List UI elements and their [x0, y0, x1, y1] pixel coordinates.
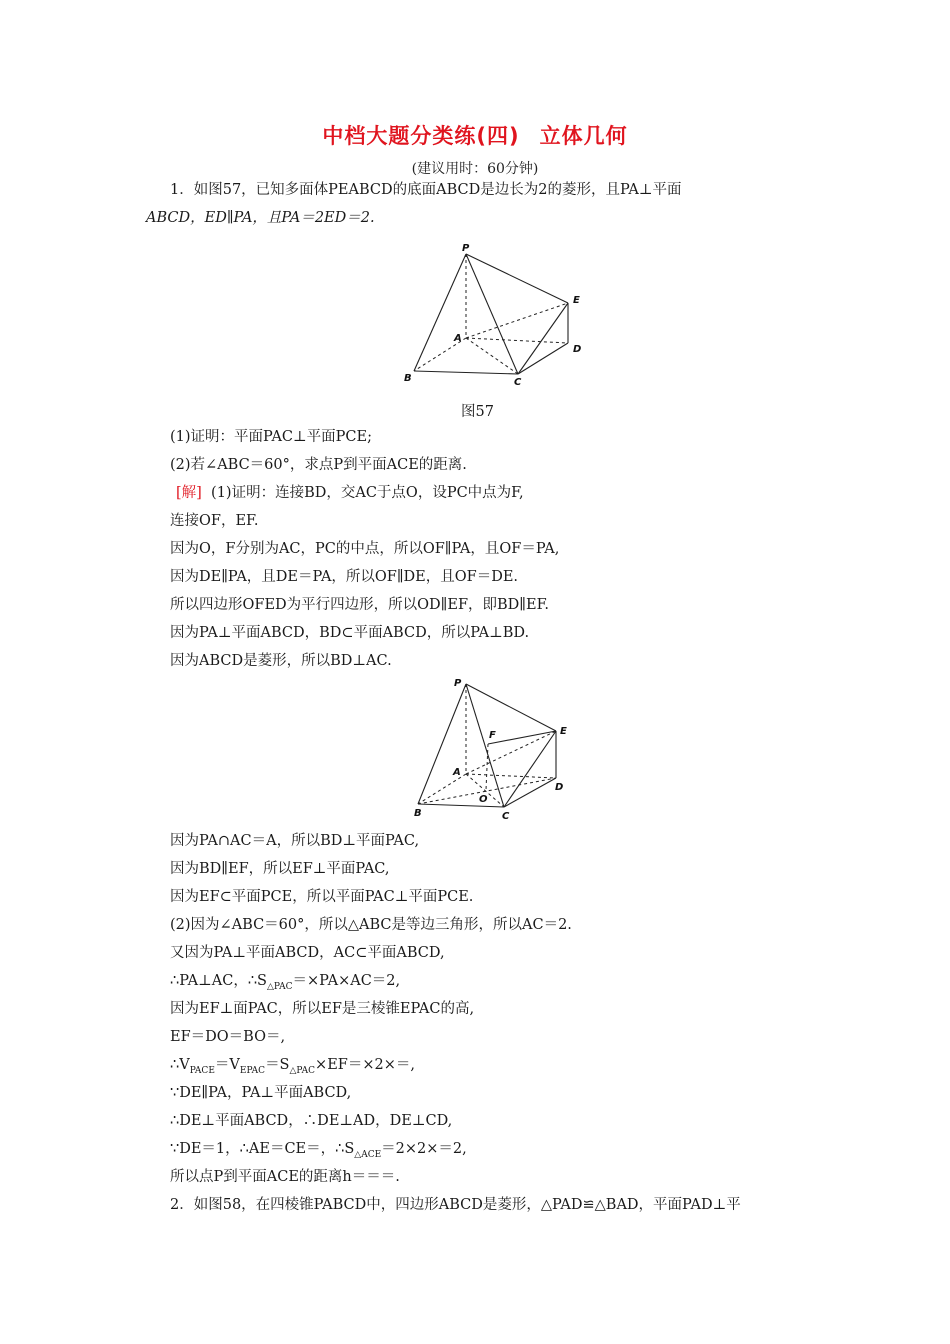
solution-line-17: ∵DE∥PA，PA⊥平面ABCD, [170, 1085, 352, 1101]
edge-BC [414, 371, 518, 374]
solution-line-10: 因为EF⊂平面PCE，所以平面PAC⊥平面PCE. [170, 889, 474, 905]
solution-line-2: 连接OF，EF. [170, 513, 259, 529]
solution-line-16-part-d: ×EF＝×2×＝, [315, 1057, 415, 1073]
solution-line-8: 因为PA∩AC＝A，所以BD⊥平面PAC, [170, 833, 420, 849]
label-A: A [454, 333, 462, 344]
question-1: (1)证明：平面PAC⊥平面PCE; [170, 429, 372, 445]
solution-line-16-subscript-3: △PAC [289, 1065, 316, 1076]
solution-line-19 [170, 1137, 467, 1160]
suggested-time: (建议用时：60分钟) [411, 161, 539, 177]
solution-line-1 [176, 481, 524, 502]
solution-line-19-subscript: △ACE [354, 1149, 382, 1160]
title-topic: 立体几何 [539, 124, 628, 148]
edge-AD-hidden [466, 774, 556, 778]
solution-line-3: 因为O，F分别为AC，PC的中点，所以OF∥PA，且OF＝PA, [170, 541, 560, 557]
edge-AE-hidden [466, 303, 568, 338]
label-B: B [404, 373, 412, 384]
problem1-statement-line1: 1．如图57，已知多面体PEABCD的底面ABCD是边长为2的菱形，且PA⊥平面 [170, 182, 682, 198]
edge-BC [418, 804, 504, 807]
edge-CE [518, 303, 568, 374]
solution-line-13-subscript: △PAC [266, 981, 293, 992]
solution-line-11: (2)因为∠ABC＝60°，所以△ABC是等边三角形，所以AC＝2. [170, 917, 572, 933]
problem1-statement-line2: ABCD，ED∥PA，且PA＝2ED＝2. [146, 210, 375, 226]
figure-polyhedron-with-F-O [404, 674, 584, 824]
label-B: B [414, 808, 422, 819]
solution-line-13-part-a: ∴PA⊥AC，∴S [170, 973, 267, 989]
solution-line-19-part-a: ∵DE＝1，∴AE＝CE＝，∴S [170, 1141, 355, 1157]
edge-CD [504, 778, 556, 807]
label-F: F [489, 730, 496, 741]
solution-line-1-text: (1)证明：连接BD，交AC于点O，设PC中点为F, [211, 485, 524, 501]
label-C: C [502, 811, 510, 822]
label-E: E [573, 295, 580, 306]
label-O: O [479, 794, 488, 805]
title-main: 中档大题分类练(四) [322, 124, 520, 148]
solution-line-5: 所以四边形OFED为平行四边形，所以OD∥EF，即BD∥EF. [170, 597, 549, 613]
solution-line-14: 因为EF⊥面PAC，所以EF是三棱锥EPAC的高, [170, 1001, 475, 1017]
edge-PE [466, 254, 568, 303]
solution-line-16-subscript-1: PACE [189, 1065, 215, 1076]
solution-line-15: EF＝DO＝BO＝, [170, 1029, 286, 1045]
label-E: E [560, 726, 567, 737]
label-P: P [454, 678, 462, 689]
segment-FE [488, 731, 556, 744]
problem1-statement [146, 176, 810, 232]
edge-PB [418, 684, 466, 804]
solution-line-13 [170, 969, 400, 992]
solution-line-16-part-c: ＝S [265, 1057, 290, 1073]
solution-tag: [解] [176, 485, 202, 501]
solution-line-12: 又因为PA⊥平面ABCD，AC⊂平面ABCD, [170, 945, 445, 961]
edge-CE [504, 731, 556, 807]
edge-CD [518, 343, 568, 374]
solution-line-19-part-b: ＝2×2×＝2, [381, 1141, 467, 1157]
solution-line-6: 因为PA⊥平面ABCD，BD⊂平面ABCD，所以PA⊥BD. [170, 625, 530, 641]
page-title [0, 120, 950, 150]
solution-line-9: 因为BD∥EF，所以EF⊥平面PAC, [170, 861, 390, 877]
edge-PB [414, 254, 466, 371]
label-A: A [453, 767, 461, 778]
edge-AE-hidden [466, 731, 556, 774]
edge-PE [466, 684, 556, 731]
solution-line-7: 因为ABCD是菱形，所以BD⊥AC. [170, 653, 392, 669]
solution-line-16-part-a: ∴V [170, 1057, 190, 1073]
figure-57-caption: 图57 [461, 404, 494, 420]
label-C: C [514, 377, 522, 388]
solution-line-16 [170, 1053, 415, 1076]
solution-line-18: ∴DE⊥平面ABCD，∴DE⊥AD，DE⊥CD, [170, 1113, 453, 1129]
solution-line-16-part-b: ＝V [214, 1057, 240, 1073]
label-D: D [555, 782, 564, 793]
edge-AD-hidden [466, 338, 568, 343]
question-2: (2)若∠ABC＝60°，求点P到平面ACE的距离. [170, 457, 467, 473]
solution-line-16-subscript-2: EPAC [239, 1065, 266, 1076]
problem2-statement: 2．如图58，在四棱锥PABCD中，四边形ABCD是菱形，△PAD≌△BAD，平面PAD⊥平 [170, 1197, 741, 1213]
solution-line-13-part-b: ＝×PA×AC＝2, [292, 973, 401, 989]
label-D: D [573, 344, 582, 355]
solution-line-4: 因为DE∥PA，且DE＝PA，所以OF∥DE，且OF＝DE. [170, 569, 519, 585]
solution-line-20: 所以点P到平面ACE的距离h＝＝＝. [170, 1169, 400, 1185]
label-P: P [462, 243, 470, 254]
figure-57-polyhedron [396, 240, 596, 390]
edge-PC [466, 684, 504, 807]
